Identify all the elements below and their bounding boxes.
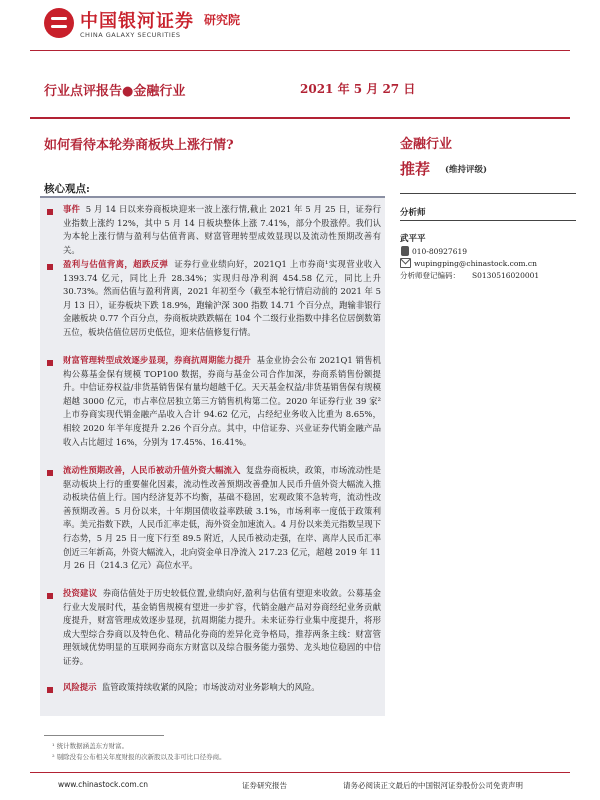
- bullet-icon: [47, 593, 53, 599]
- sidebar-divider: [400, 220, 576, 221]
- item-text: 券商估值处于历史较低位置,业绩向好,盈利与估值有望迎来收敛。公募基金行业大发展时代，基金销售规模有望进一步扩容，代销金融产品对券商经纪业务贡献度提升，财富管理成效逐步显现，抗周期能力提升。未来证券行业集中度提升，将形成大型综合券商以及特色化、精品化券商的差异化竞争格局，推荐两条主线：财富管理领域优势明显的互联网券商东方财富以及综合服务能力强势、龙头地位稳固的中信证券。: [63, 588, 382, 666]
- email-icon: [400, 258, 411, 268]
- item-lead: 财富管理转型成效逐步显现，券商抗周期能力提升: [63, 355, 251, 365]
- sidebar-divider: [400, 193, 576, 194]
- item-text: 监管政策持续收紧的风险；市场波动对业务影响大的风险。: [101, 682, 320, 692]
- logo-cn-text: 中国银河证券: [80, 11, 194, 32]
- core-item-advice: [63, 587, 381, 669]
- header-divider-top: [30, 50, 570, 51]
- analyst-phone: 010-80927619: [412, 247, 468, 256]
- company-logo: [44, 6, 304, 46]
- bullet-icon: [47, 470, 53, 476]
- item-text: 基金业协会公布 2021Q1 销售机构公募基金保有规模 TOP100 数据，券商与基金公司合作加深，券商系销售份额提升。中信证券权益/非货基销售保有量均超越千亿。天天基金权益/非货基销售保有规模超越 3000 亿元，市占率位居独立第三方销售机构第二位。2020 年证券行业 39 家²上市券商实现代销金融产品收入合计 94.62 亿元，占经纪业务收入比重为 8.65%，相较 2020 年半年度提升 2.26 个百分点。其中，中信证券、兴业证券代销金融产品收入占比超过 16%，分别为 17.45%、16.41%。: [63, 355, 382, 447]
- footnote: ¹ 统计数据涵盖东方财富。: [52, 742, 129, 750]
- email-row: [400, 258, 537, 270]
- core-item-risk: [63, 681, 381, 695]
- phone-row: [400, 246, 467, 258]
- report-title: 如何看待本轮券商板块上涨行情?: [44, 138, 234, 153]
- core-item-valuation: [63, 258, 381, 340]
- bullet-icon: [47, 209, 53, 215]
- core-item-wealth: [63, 354, 381, 449]
- item-text: 复盘券商板块，政策，市场流动性是驱动板块上行的重要催化因素，流动性改善预期改善叠加人民币升值外资大幅流入推动板块估值上行。国内经济复苏不均衡，基础不稳固，宏观政策不急转弯，流动性改善预期改善。5 月份以来，十年期国债收益率跌破 3.1%，市场利率一度低于政策利率。美元指数下跌，人民币汇率走低，海外资金加速流入。4 月份以来美元指数呈现下行态势，5 月 25 日一度下行至 89.5 附近，人民币被动走强，在岸、离岸人民币汇率创近三年新高，外资大幅流入，北向资金单日净流入 217.23 亿元，超越 2019 年 11 月 26 日（214.3 亿元）高位水平。: [63, 465, 382, 571]
- galaxy-logo-icon: [44, 8, 74, 38]
- analyst-name: 武平平: [400, 234, 426, 244]
- report-type: 行业点评报告●金融行业: [44, 84, 186, 99]
- core-item-liquidity: [63, 464, 381, 573]
- footnote: ² 剔除没有公布相关年度财报的次新股以及非可比口径券商。: [52, 753, 226, 761]
- item-lead: 流动性预期改善，人民币被动升值外资大幅流入: [63, 465, 241, 475]
- cert-row: [400, 270, 539, 282]
- cert-label: 分析师登记编码：: [400, 271, 460, 280]
- rating-label: 推荐: [400, 160, 431, 178]
- item-text: 5 月 14 日以来券商板块迎来一波上涨行情,截止 2021 年 5 月 25 日，证券行业指数上涨约 12%，其中 5 月 14 日板块整体上涨 7.41%，部分个股涨停。我们认为本轮上涨行情与盈利与估值背离、财富管理转型成效显现以及流动性预期改善有关。: [63, 204, 382, 255]
- footnote-divider: [44, 735, 164, 736]
- footer-divider: [30, 772, 570, 773]
- bullet-icon: [47, 687, 53, 693]
- bullet-icon: [47, 264, 53, 270]
- analyst-email[interactable]: wupingping@chinastock.com.cn: [414, 259, 537, 268]
- core-item-event: [63, 203, 381, 257]
- item-lead: 盈利与估值背离，超跌反弹: [63, 259, 169, 269]
- footer-disclaimer: 请务必阅读正文最后的中国银河证券股份公司免责声明: [343, 781, 523, 790]
- rating-note: (维持评级): [445, 165, 488, 175]
- bullet-icon: [47, 360, 53, 366]
- item-text: 证券行业业绩向好，2021Q1 上市券商¹实现营业收入 1393.74 亿元，同比上升 28.34%；实现归母净利润 454.58 亿元，同比上升 30.73%。然而估值与盈利背离，2021 年初至今（截至本轮行情启动前的 2021 年 5 月 13 日），证券板块下跌 18.9%，跑输沪深 300 指数 14.71 个百分点，跑输非银行金融板块 0.77 个百分点，券商板块跌跌幅在 104 个二级行业指数中排名位居倒数第五位，板块估值位居历史低位，迎来估值修复行情。: [63, 259, 382, 337]
- header-divider-bottom: [30, 117, 570, 119]
- core-views-heading: 核心观点:: [44, 183, 90, 195]
- department-label: 研究院: [204, 13, 241, 27]
- item-lead: 事件: [63, 204, 81, 214]
- analyst-header: 分析师: [400, 208, 426, 218]
- footer-website[interactable]: www.chinastock.com.cn: [58, 780, 148, 789]
- logo-en-text: CHINA GALAXY SECURITIES: [80, 31, 181, 39]
- footer-label: 证券研究报告: [242, 781, 287, 790]
- cert-value: S0130516020001: [472, 271, 540, 280]
- core-views-box: [40, 196, 385, 716]
- item-lead: 风险提示: [63, 682, 97, 692]
- item-lead: 投资建议: [63, 588, 98, 598]
- report-date: 2021 年 5 月 27 日: [300, 82, 416, 96]
- sector-label: 金融行业: [400, 137, 453, 152]
